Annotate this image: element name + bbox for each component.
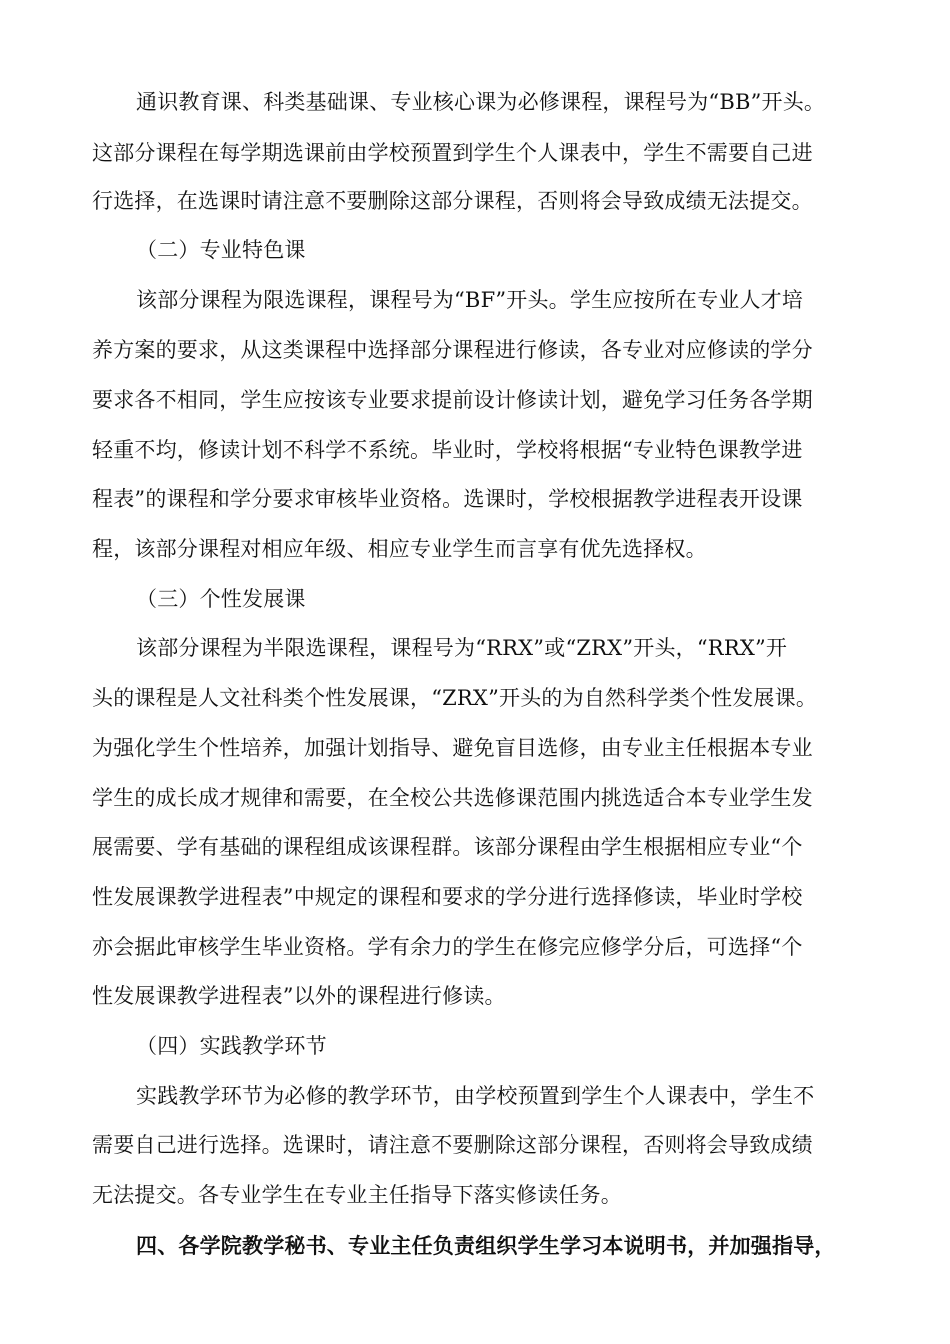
text-line: 展需要、学有基础的课程组成该课程群。该部分课程由学生根据相应专业“个: [92, 835, 803, 859]
text-line: 性发展课教学进程表”以外的课程进行修读。: [92, 984, 506, 1008]
text-line: 头的课程是人文社科类个性发展课，“ZRX”开头的为自然科学类个性发展课。: [92, 686, 818, 710]
heading-specialty-courses: （二）专业特色课: [136, 238, 306, 262]
text-line: 行选择，在选课时请注意不要删除这部分课程，否则将会导致成绩无法提交。: [92, 189, 813, 213]
text-line: 该部分课程为半限选课程，课程号为“RRX”或“ZRX”开头，“RRX”开: [136, 636, 788, 660]
text-line: 学生的成长成才规律和需要，在全校公共选修课范围内挑选适合本专业学生发: [92, 786, 813, 810]
text-line: 程，该部分课程对相应年级、相应专业学生而言享有优先选择权。: [92, 537, 707, 561]
heading-personal-development-courses: （三）个性发展课: [136, 587, 306, 611]
section-heading: 四、各学院教学秘书、专业主任负责组织学生学习本说明书，并加强指导，: [136, 1233, 836, 1258]
heading-practical-teaching: （四）实践教学环节: [136, 1034, 327, 1058]
text-line: 该部分课程为限选课程，课程号为“BF”开头。学生应按所在专业人才培: [136, 288, 804, 312]
text-line: 轻重不均，修读计划不科学不系统。毕业时，学校将根据“专业特色课教学进: [92, 438, 803, 462]
text-line: 程表”的课程和学分要求审核毕业资格。选课时，学校根据教学进程表开设课: [92, 487, 803, 511]
text-line: 无法提交。各专业学生在专业主任指导下落实修读任务。: [92, 1183, 622, 1207]
text-line: 为强化学生个性培养，加强计划指导、避免盲目选修，由专业主任根据本专业: [92, 736, 813, 760]
text-line: 通识教育课、科类基础课、专业核心课为必修课程，课程号为“BB”开头。: [136, 90, 826, 114]
text-line: 要求各不相同，学生应按该专业要求提前设计修读计划，避免学习任务各学期: [92, 388, 813, 412]
text-line: 需要自己进行选择。选课时，请注意不要删除这部分课程，否则将会导致成绩: [92, 1133, 813, 1157]
text-line: 养方案的要求，从这类课程中选择部分课程进行修读，各专业对应修读的学分: [92, 338, 813, 362]
text-line: 这部分课程在每学期选课前由学校预置到学生个人课表中，学生不需要自己进: [92, 141, 813, 165]
text-line: 性发展课教学进程表”中规定的课程和要求的学分进行选择修读，毕业时学校: [92, 885, 803, 909]
text-line: 实践教学环节为必修的教学环节，由学校预置到学生个人课表中，学生不: [136, 1084, 815, 1108]
text-line: 亦会据此审核学生毕业资格。学有余力的学生在修完应修学分后，可选择“个: [92, 935, 803, 959]
